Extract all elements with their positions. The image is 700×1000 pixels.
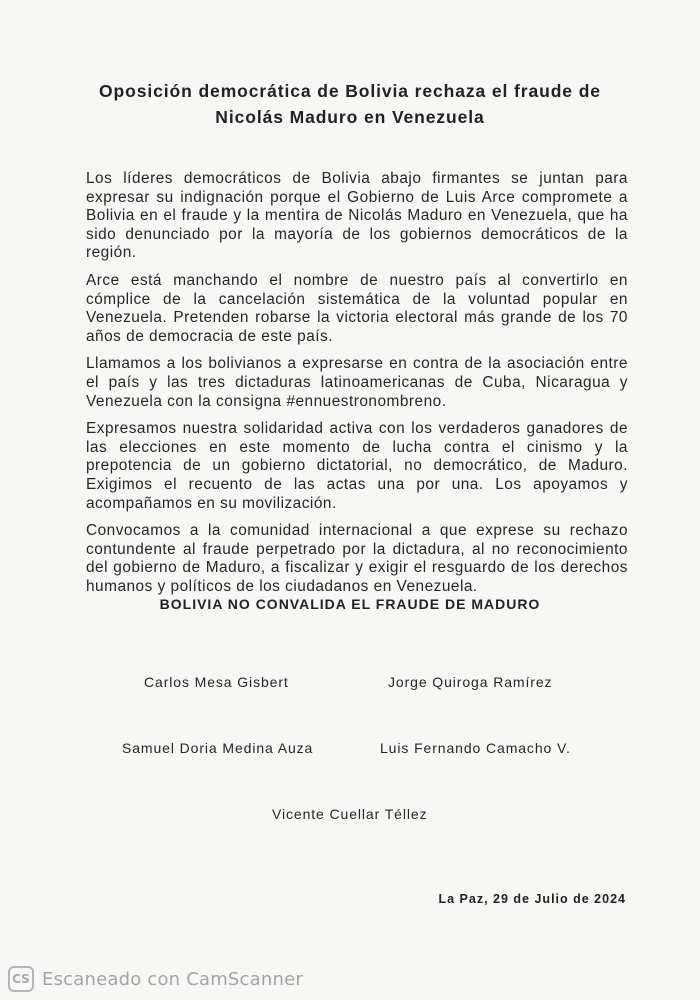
dateline: La Paz, 29 de Julio de 2024: [438, 892, 626, 906]
signatory-name: Carlos Mesa Gisbert: [144, 674, 289, 690]
scanner-watermark: [8, 962, 303, 996]
document-title: [70, 78, 630, 130]
document-body: [86, 170, 628, 605]
signatory-name: Vicente Cuellar Téllez: [272, 806, 428, 822]
document-title-line-1: Oposición democrática de Bolivia rechaza el fraude de: [99, 81, 601, 101]
body-paragraph-5: Convocamos a la comunidad internacional a que exprese su rechazo contundente al fraude perpetrado por la dictadura, al no reconocimiento del gobierno de Maduro, a fiscalizar y exigir el resguardo de los derechos humanos y políticos de los ciudadanos en Venezuela.: [86, 522, 628, 595]
body-paragraph-4: Expresamos nuestra solidaridad activa con los verdaderos ganadores de las elecciones en este momento de lucha contra el cinismo y la prepotencia de un gobierno dictatorial, no democrático, de Maduro. Exigimos el recuento de las actas una por una. Los apoyamos y acompañamos en su movilización.: [86, 420, 628, 512]
body-paragraph-2: Arce está manchando el nombre de nuestro país al convertirlo en cómplice de la cancelación sistemática de la voluntad popular en Venezuela. Pretenden robarse la victoria electoral más grande de los 70 años de democracia de este país.: [86, 271, 628, 345]
body-paragraph-1: Los líderes democráticos de Bolivia abajo firmantes se juntan para expresar su indignación porque el Gobierno de Luis Arce compromete a Bolivia en el fraude y la mentira de Nicolás Maduro en Venezuela, que ha sido denunciado por la mayoría de los gobiernos democráticos de la región.: [86, 170, 628, 262]
body-paragraph-3: Llamamos a los bolivianos a expresarse en contra de la asociación entre el país y las tres dictaduras latinoamericanas de Cuba, Nicaragua y Venezuela con la consigna #ennuestronombreno.: [86, 355, 628, 410]
watermark-text: Escaneado con CamScanner: [42, 968, 303, 990]
document-title-line-2: Nicolás Maduro en Venezuela: [215, 107, 485, 127]
signatory-name: Jorge Quiroga Ramírez: [388, 674, 553, 690]
signatory-name: Samuel Doria Medina Auza: [122, 740, 314, 756]
camscanner-logo-icon: CS: [8, 966, 34, 992]
signatory-name: Luis Fernando Camacho V.: [380, 740, 571, 756]
slogan: BOLIVIA NO CONVALIDA EL FRAUDE DE MADURO: [159, 596, 541, 612]
